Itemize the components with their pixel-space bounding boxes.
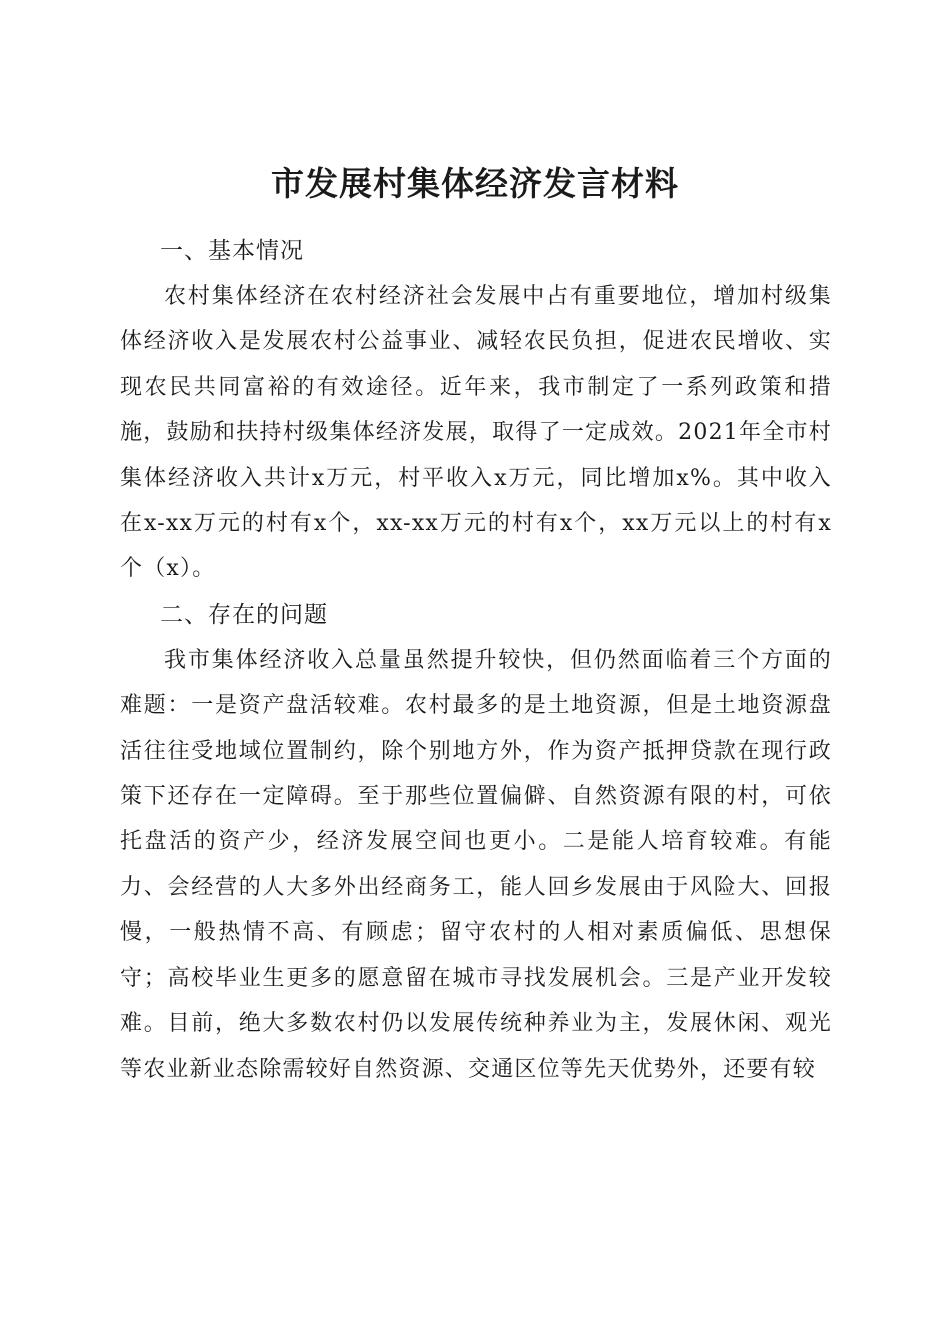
section-heading-basic-situation: 一、基本情况 xyxy=(160,238,304,264)
document-title: 市发展村集体经济发言材料 xyxy=(271,164,679,204)
document-body xyxy=(120,228,832,1092)
section-heading-existing-problems: 二、存在的问题 xyxy=(160,601,328,628)
section-paragraph-basic-situation: 农村集体经济在农村经济社会发展中占有重要地位，增加村级集体经济收入是发展农村公益事业、减轻农民负担，促进农民增收、实现农民共同富裕的有效途径。近年来，我市制定了一系列政策和措施，鼓励和扶持村级集体经济发展，取得了一定成效。2021年全市村集体经济收入共计x万元，村平收入x万元，同比增加x%。其中收入在x-xx万元的村有x个，xx-xx万元的村有x个，xx万元以上的村有x个（x）。 xyxy=(120,284,832,582)
section-paragraph-existing-problems: 我市集体经济收入总量虽然提升较快，但仍然面临着三个方面的难题：一是资产盘活较难。农村最多的是土地资源，但是土地资源盘活往往受地域位置制约，除个别地方外，作为资产抵押贷款在现行政策下还存在一定障碍。至于那些位置偏僻、自然资源有限的村，可依托盘活的资产少，经济发展空间也更小。二是能人培育较难。有能力、会经营的人大多外出经商务工，能人回乡发展由于风险大、回报慢，一般热情不高、有顾虑；留守农村的人相对素质偏低、思想保守；高校毕业生更多的愿意留在城市寻找发展机会。三是产业开发较难。目前，绝大多数农村仍以发展传统种养业为主，发展休闲、观光等农业新业态除需较好自然资源、交通区位等先天优势外，还要有较 xyxy=(120,647,832,1082)
